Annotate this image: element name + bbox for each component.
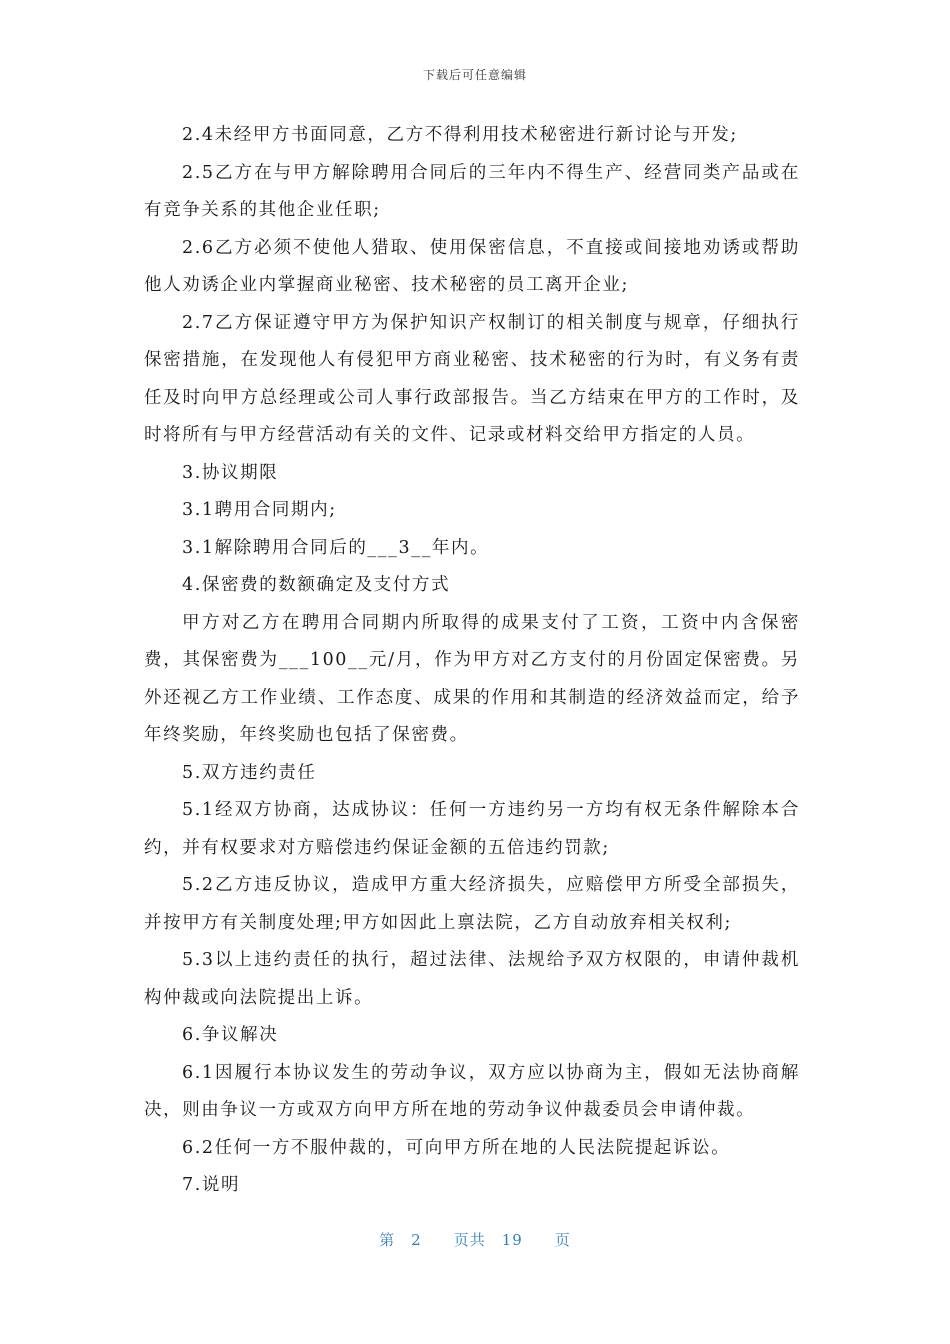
- page-prefix: 第: [379, 1231, 396, 1249]
- clause-5-1: 5.1经双方协商，达成协议：任何一方违约另一方均有权无条件解除本合约，并有权要求对方赔偿违约保证金额的五倍违约罚款;: [144, 800, 800, 858]
- clause-2-4: 2.4未经甲方书面同意，乙方不得利用技术秘密进行新讨论与开发;: [182, 125, 738, 145]
- clause-2-7: 2.7乙方保证遵守甲方为保护知识产权制订的相关制度与规章，仔细执行保密措施，在发现他人有侵犯甲方商业秘密、技术秘密的行为时，有义务有责任及时向甲方总经理或公司人事行政部报告。当乙方结束在甲方的工作时，及时将所有与甲方经营活动有关的文件、记录或材料交给甲方指定的人员。: [144, 312, 800, 445]
- section-heading-3: 3.协议期限: [182, 462, 279, 483]
- section-heading-5: 5.双方违约责任: [182, 762, 317, 783]
- clause-5-3: 5.3以上违约责任的执行，超过法律、法规给予双方权限的，申请仲裁机构仲裁或向法院提出上诉。: [144, 950, 800, 1008]
- page-number-footer: [0, 1229, 950, 1250]
- page-total: 19: [501, 1231, 523, 1249]
- clause-5-2: 5.2乙方违反协议，造成甲方重大经济损失，应赔偿甲方所受全部损失，并按甲方有关制度处理;甲方如因此上禀法院，乙方自动放弃相关权利;: [144, 875, 800, 933]
- section-heading-6: 6.争议解决: [182, 1025, 279, 1045]
- clause-2-5: 2.5乙方在与甲方解除聘用合同后的三年内不得生产、经营同类产品或在有竞争关系的其他企业任职;: [144, 162, 800, 220]
- clause-6-1: 6.1因履行本协议发生的劳动争议，双方应以协商为主，假如无法协商解决，则由争议一方或双方向甲方所在地的劳动争议仲裁委员会申请仲裁。: [144, 1062, 800, 1120]
- page-suffix: 页: [554, 1231, 571, 1249]
- clause-3-1-a: 3.1聘用合同期内;: [182, 500, 337, 520]
- page-middle: 页共: [453, 1231, 486, 1249]
- page-header-note: 下载后可任意编辑: [422, 68, 527, 82]
- section-heading-7: 7.说明: [182, 1175, 241, 1195]
- document-body: [144, 117, 800, 1205]
- section-heading-4: 4.保密费的数额确定及支付方式: [182, 575, 451, 595]
- section-4-body: 甲方对乙方在聘用合同期内所取得的成果支付了工资，工资中内含保密费，其保密费为___100__元/月，作为甲方对乙方支付的月份固定保密费。另外还视乙方工作业绩、工作态度、成果的作用和其制造的经济效益而定，给予年终奖励，年终奖励也包括了保密费。: [144, 612, 800, 745]
- page-current: 2: [411, 1231, 422, 1249]
- clause-3-1-b: 3.1解除聘用合同后的___3__年内。: [182, 537, 490, 558]
- clause-2-6: 2.6乙方必须不使他人猎取、使用保密信息，不直接或间接地劝诱或帮助他人劝诱企业内掌握商业秘密、技术秘密的员工离开企业;: [144, 237, 800, 295]
- clause-6-2: 6.2任何一方不服仲裁的，可向甲方所在地的人民法院提起诉讼。: [182, 1137, 731, 1158]
